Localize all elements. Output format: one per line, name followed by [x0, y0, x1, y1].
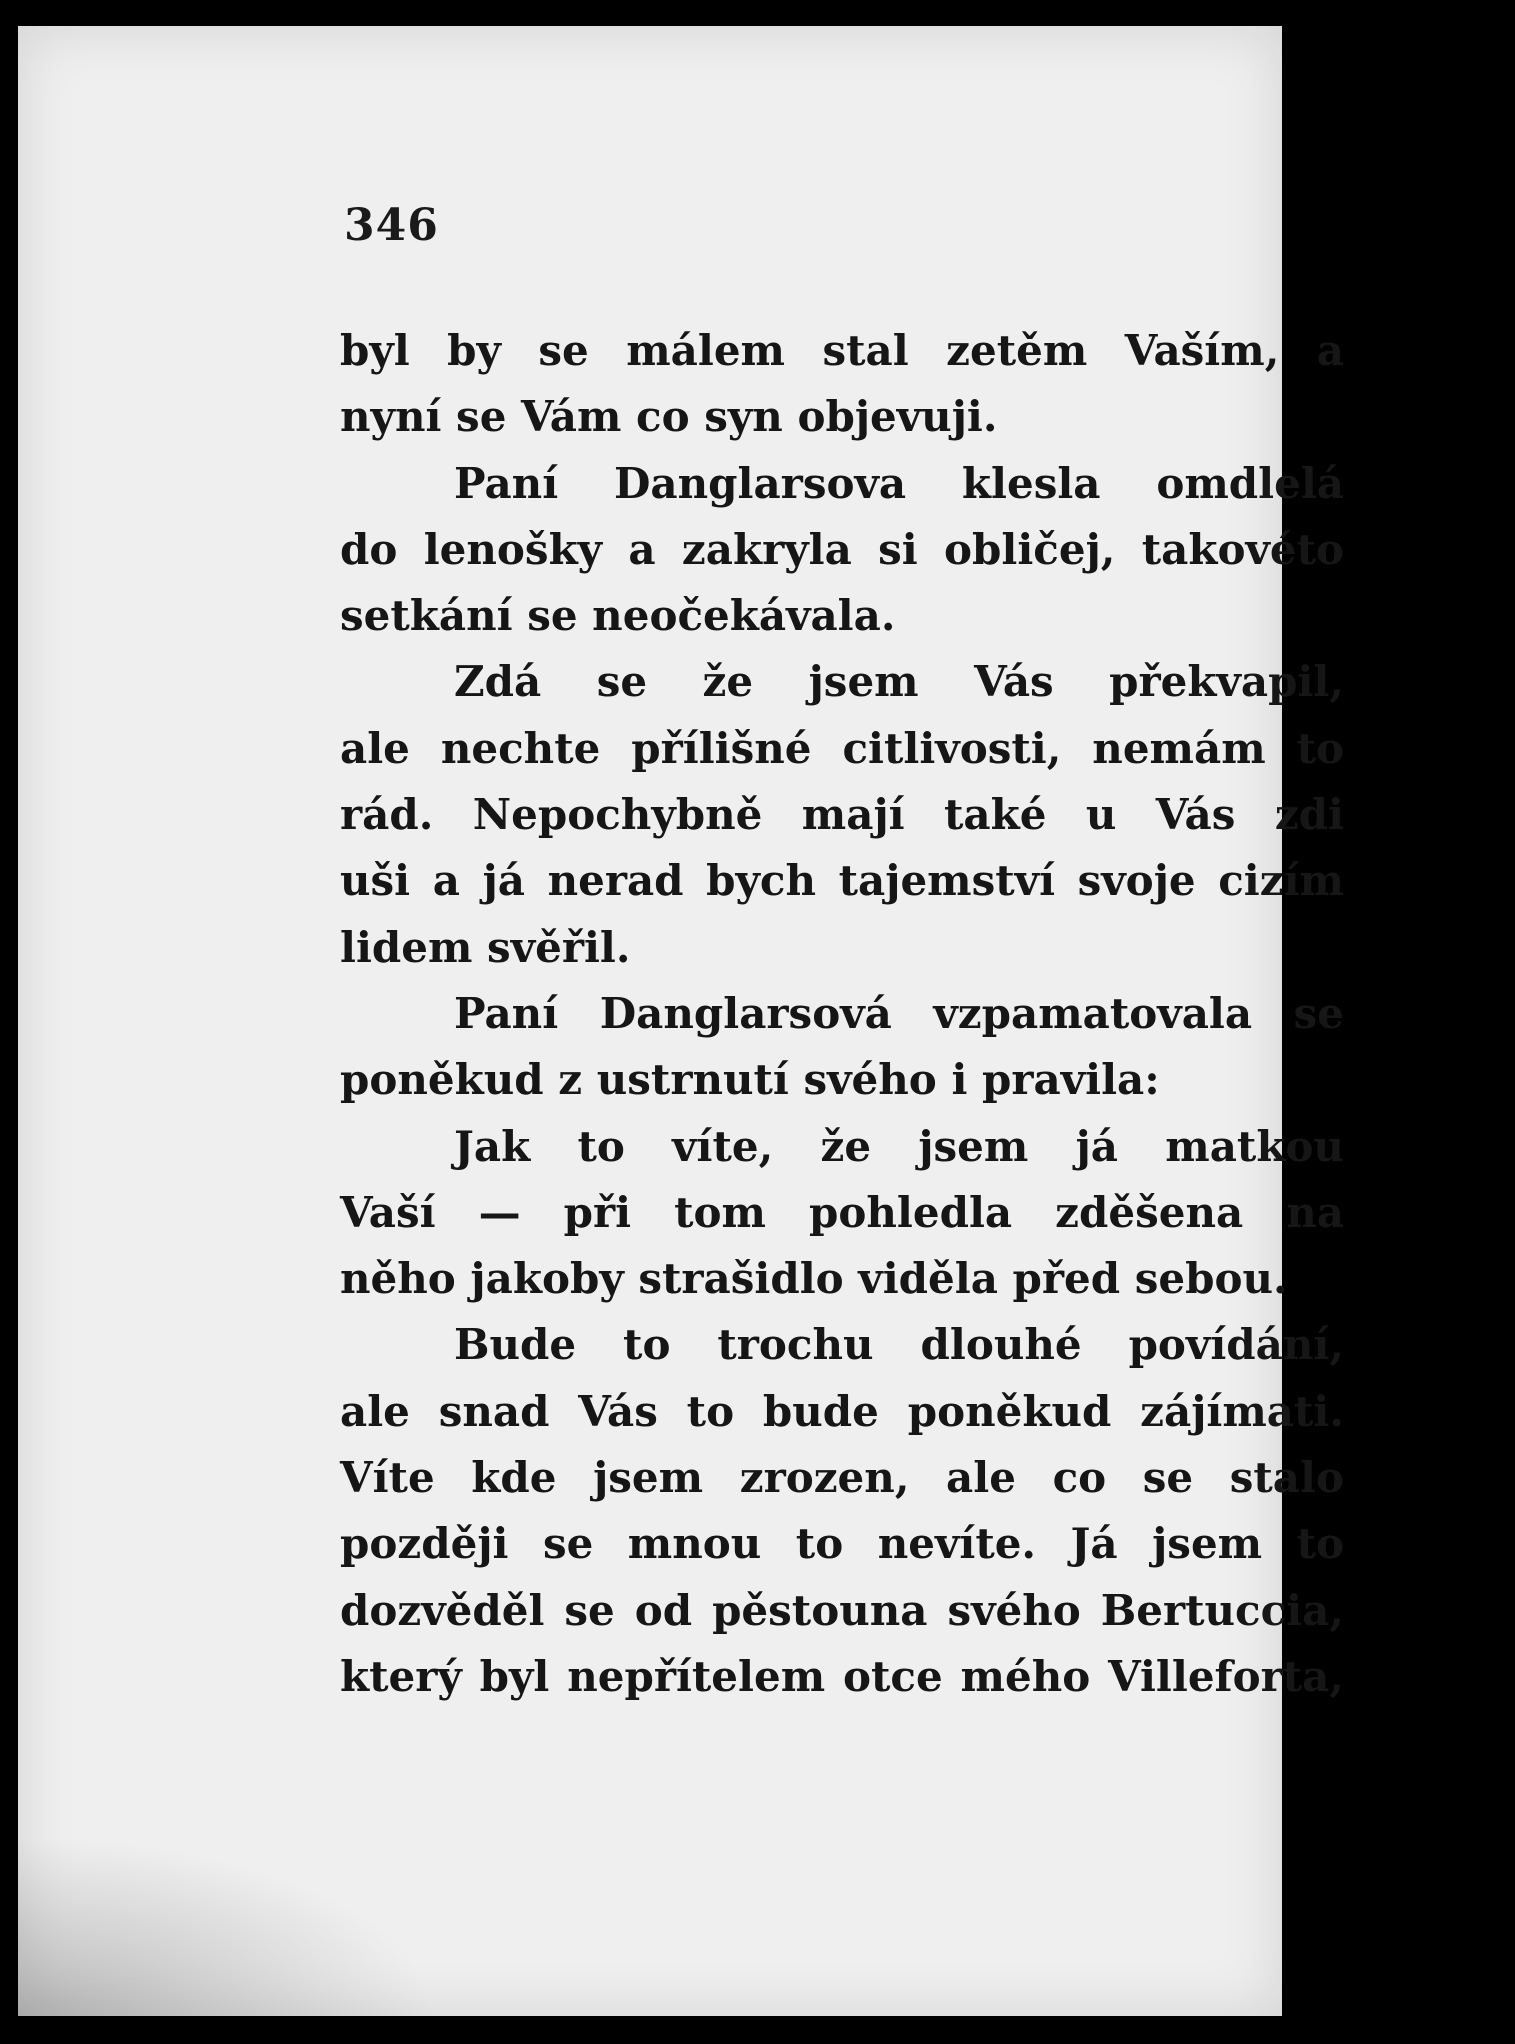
text-line: později se mnou to nevíte. Já jsem to — [340, 1519, 1344, 1569]
book-page — [18, 26, 1344, 2016]
body-text — [340, 318, 1344, 1710]
text-line: ale nechte přílišné citlivosti, nemám to — [340, 723, 1344, 773]
text-line: rád. Nepochybně mají také u Vás zdi — [340, 790, 1344, 840]
text-line: do lenošky a zakryla si obličej, takovéto — [340, 524, 1344, 574]
text-line: Víte kde jsem zrozen, ale co se stalo — [340, 1453, 1344, 1503]
text-line: Zdá se že jsem Vás překvapil, — [454, 657, 1344, 707]
text-line: něho jakoby strašidlo viděla před sebou. — [340, 1254, 1288, 1304]
text-line: Bude to trochu dlouhé povídání, — [454, 1320, 1344, 1370]
text-line: lidem svěřil. — [340, 922, 631, 972]
text-line: dozvěděl se od pěstouna svého Bertuccia, — [340, 1585, 1344, 1635]
text-line: byl by se málem stal zetěm Vaším, a — [340, 326, 1344, 375]
text-line: setkání se neočekávala. — [340, 591, 896, 641]
text-line: poněkud z ustrnutí svého i pravila: — [340, 1055, 1160, 1105]
text-line: nyní se Vám co syn objevuji. — [340, 392, 998, 442]
text-line: Vaší — při tom pohledla zděšena na — [340, 1187, 1344, 1237]
text-line: ale snad Vás to bude poněkud zájímati. — [340, 1386, 1344, 1436]
text-line: Paní Danglarsova klesla omdlelá — [454, 458, 1344, 508]
text-line: Jak to víte, že jsem já matkou — [454, 1121, 1344, 1171]
text-line: uši a já nerad bych tajemství svoje cizím — [340, 856, 1344, 906]
text-line: který byl nepřítelem otce mého Villeforta, — [340, 1651, 1344, 1701]
text-line: Paní Danglarsová vzpamatovala se — [454, 988, 1344, 1038]
page-number: 346 — [344, 200, 439, 251]
